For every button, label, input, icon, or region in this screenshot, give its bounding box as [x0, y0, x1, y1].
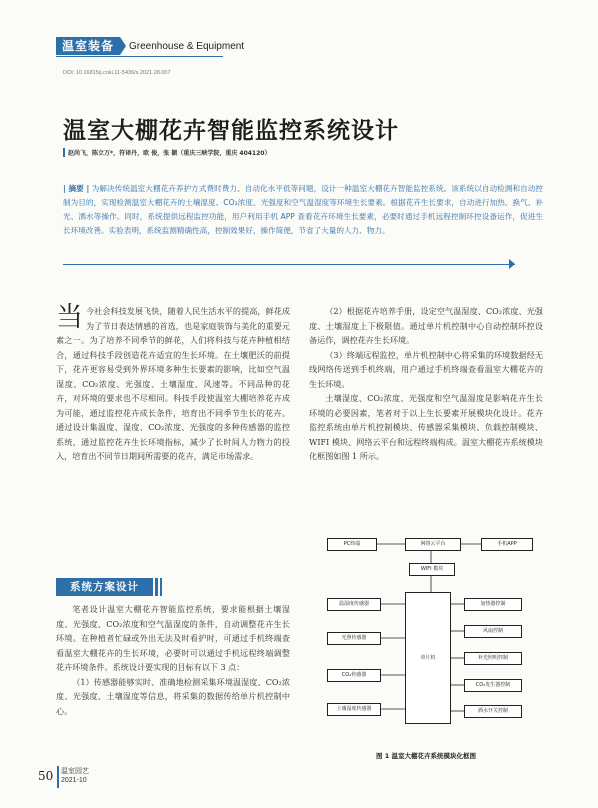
body-right-column	[309, 304, 543, 464]
journal-name: 温室园艺	[61, 767, 89, 775]
section-heading-title: 系统方案设计	[56, 578, 153, 596]
pc-terminal-box: PC终端	[327, 538, 377, 551]
section-heading	[56, 578, 162, 596]
co2-generator-control-box: CO₂发生器控制	[464, 679, 522, 692]
dropcap: 当	[56, 302, 83, 333]
lighting-control-box: 补光照明控制	[464, 652, 522, 665]
intro-text: 今社会科技发展飞快，随着人民生活水平的提高，鲜花成为了节日表达情感的首选，也是家庭装饰与美化的重要元素之一。为了培养不同季节的鲜花，人们将科技与花卉种植相结合，通过科技手段创造花卉适宜的生长环境。在土壤肥沃的前提下，花卉更容易受到外界环境多种生长要素的影响，比如空气温湿度、CO₂浓度、光强度、土壤湿度、风速等。不同品种的花卉，对环境的要求也不尽相同。科技手段使温室大棚培养花卉成为可能，通过监控花卉成长条件，培育出不同季节生长的花卉。通过设计集温度、湿度、CO₂浓度、光强度的多种传感器的监控系统，通过监控花卉生长环境指标，减少了长时间人力物力的投入，培育出不同节日期间所需要的花卉，满足市场需求。	[56, 306, 290, 461]
intro-paragraph	[56, 304, 290, 464]
authors: 赵尚飞，陈立万*，符译丹，欧 俊，张 颖（重庆三峡学院，重庆 404120）	[63, 148, 270, 157]
abstract-text: 为解决传统温室大棚花卉养护方式费时费力、自动化水平低等问题，设计一种温室大棚花卉智能监控系统。该系统以自动检测和自动控制为目的，实现检测温室大棚花卉的土壤湿度、CO₂浓度、光强度和空气温湿度等环境生长要素。根据花卉生长要求，自动进行加热、换气、补光、洒水等操作。同时，系统提供远程监控功能，用户利用手机 APP 查看花卉环境生长要素，必要时通过手机远程控制环控设备运作，促进生长环境改善。实验表明，系统监测精确性高，控制效果好，操作简便，节省了大量的人力、物力。	[63, 184, 543, 235]
goal-3-paragraph: （3）终端远程监控，单片机控制中心将采集的环境数据经无线网络传送到手机终端，用户通过手机终端查看温室大棚花卉的生长环境。	[309, 349, 543, 389]
section-tag-en: Greenhouse & Equipment	[129, 40, 245, 52]
design-paragraph: 笔者设计温室大棚花卉智能监控系统，要求能根据土壤湿度、光强度、CO₂浓度和空气温湿度的条件，自动调整花卉生长环境。在种植者忙碌或外出无法及时看护时，可通过手机终端查看温室大棚花卉的生长环境，必要时可以通过手机远程终端调整花卉环境条件。系统设计要实现的目标有以下 3 点：	[56, 604, 290, 672]
temp-humidity-sensor-box: 温湿度传感器	[327, 598, 381, 611]
article-title: 温室大棚花卉智能监控系统设计	[63, 118, 399, 144]
section-tag-arrow	[120, 37, 126, 55]
goal-1-paragraph: （1）传感器能够实时、准确地检测采集环境温湿度、CO₂浓度、光强度、土壤湿度等信息，将采集的数据传给单片机控制中心。	[56, 676, 290, 716]
sprinkler-control-box: 洒水开关控制	[464, 705, 522, 718]
abstract-arrow	[509, 259, 515, 269]
section-tag-cn: 温室装备	[56, 37, 120, 55]
header-divider	[56, 56, 223, 57]
system-block-diagram	[309, 518, 543, 748]
section-heading-bar	[160, 578, 162, 596]
body-left-column-2	[56, 602, 290, 718]
co2-sensor-box: CO₂传感器	[327, 669, 381, 682]
heater-control-box: 加热器控制	[464, 598, 522, 611]
light-sensor-box: 光照传感器	[327, 632, 381, 645]
section-tag	[56, 37, 244, 55]
wifi-module-box: WIFI 模块	[409, 563, 455, 576]
figure-caption: 图 1 温室大棚花卉系统模块化框图	[375, 752, 477, 760]
abstract-label: | 摘要 |	[63, 184, 90, 193]
goal-2-paragraph: （2）根据花卉培养手册，设定空气温湿度、CO₂浓度、光强度、土壤湿度上下极限值。通过单片机控制中心自动控制环控设备运作，调控花卉生长环境。	[309, 306, 543, 345]
mcu-box: 单片机	[405, 592, 451, 724]
body-left-column	[56, 304, 290, 464]
fan-control-box: 风扇控制	[464, 625, 522, 638]
mobile-app-box: 手机APP	[481, 538, 533, 551]
doi: DOI: 10.16815/j.cnki.11-5436/s.2021.28.007	[63, 70, 171, 76]
footer-bar	[57, 766, 59, 788]
abstract-divider	[63, 264, 515, 265]
section-heading-bar	[155, 578, 158, 596]
module-paragraph: 土壤湿度、CO₂浓度、光强度和空气温湿度是影响花卉生长环境的必要因素，笔者对于以上生长要素开展模块化设计。花卉监控系统由单片机控制模块、传感器采集模块、负载控制模块、WIFI 模块、网络云平台和远程终端构成。温室大棚花卉系统模块化框图如图 1 所示。	[309, 393, 543, 461]
page-number: 50	[38, 769, 54, 783]
abstract	[63, 182, 543, 238]
issue-date: 2021-10	[61, 777, 87, 784]
soil-moisture-sensor-box: 土壤湿度传感器	[327, 703, 381, 716]
cloud-platform-box: 网络云平台	[405, 538, 461, 551]
